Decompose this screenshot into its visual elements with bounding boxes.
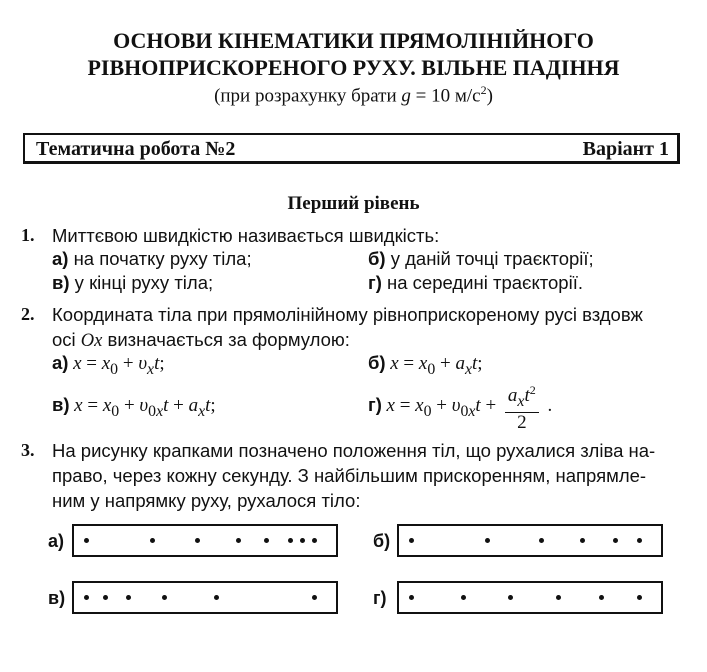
strip-dot [288, 538, 293, 543]
subtitle [0, 83, 707, 107]
variant-label: Варіант 1 [582, 138, 669, 160]
q1-option-a-text: на початку руху тіла; [68, 248, 252, 269]
formula-b: $x = x_0 + a_xt$; [390, 353, 483, 378]
question-2-line-2 [52, 327, 682, 354]
strip-dot [637, 595, 642, 600]
q1-option-c-label: в) [52, 272, 70, 293]
strip-a-label: а) [48, 531, 65, 551]
strip-dot [264, 538, 269, 543]
strip-dot [485, 538, 490, 543]
dot-strip-a [72, 524, 338, 557]
q1-option-a-label: а) [52, 248, 69, 269]
q2-option-c-label: в) [52, 394, 70, 415]
q1-option-b-label: б) [368, 248, 386, 269]
q2-option-c [52, 394, 216, 421]
q2-option-a [52, 352, 165, 379]
strip-dot [162, 595, 167, 600]
q2-option-d [368, 380, 552, 433]
formula-a: $x = x_0 + \upsilon_xt$; [73, 353, 165, 378]
q1-option-b [368, 248, 594, 270]
question-2-text [52, 302, 682, 354]
strip-b-label: б) [373, 531, 391, 551]
work-title: Тематична робота №2 [36, 138, 236, 160]
q2-axis-name: Ox [80, 331, 103, 351]
q1-option-b-text: у даній точці траєкторії; [385, 248, 594, 269]
question-2-number: 2. [21, 304, 35, 324]
strip-dot [409, 538, 414, 543]
page-title [0, 27, 707, 81]
question-1-number: 1. [21, 225, 35, 245]
question-2-line-1: Координата тіла при прямолінійному рівноприскореному русі вздовж [52, 304, 643, 325]
title-line-2: РІВНОПРИСКОРЕНОГО РУХУ. ВІЛЬНЕ ПАДІННЯ [87, 55, 620, 80]
strip-dot [312, 595, 317, 600]
strip-dot [508, 595, 513, 600]
q1-option-d-text: на середині траєкторії. [381, 272, 583, 293]
q2-option-d-label: г) [368, 393, 382, 415]
strip-dot [150, 538, 155, 543]
strip-dot [214, 595, 219, 600]
title-line-1: ОСНОВИ КІНЕМАТИКИ ПРЯМОЛІНІЙНОГО [113, 28, 594, 53]
question-3-line-1: На рисунку крапками позначено положення тіл, що рухалися зліва на- [52, 440, 656, 461]
strip-dot [300, 538, 305, 543]
q1-option-d-label: г) [368, 272, 382, 293]
subtitle-suffix: ) [486, 85, 493, 107]
level-heading: Перший рівень [287, 193, 420, 214]
strip-dot [539, 538, 544, 543]
formula-c: $x = x_0 + \upsilon_{0x}t + a_xt$; [74, 395, 216, 420]
strip-d-label: г) [373, 588, 387, 608]
q2-line2-suffix: визначається за формулою: [102, 329, 350, 350]
dot-strip-b [397, 524, 663, 557]
strip-dot [84, 538, 89, 543]
q1-option-d [368, 272, 583, 294]
strip-dot [409, 595, 414, 600]
strip-dot [84, 595, 89, 600]
strip-c-label: в) [48, 588, 66, 608]
formula-d: $x = x_0 + \upsilon_{0x}t$ + $\frac{a_xt^2}{2}$ . [387, 395, 553, 416]
question-1-text: Миттєвою швидкістю називається швидкість: [52, 225, 440, 246]
q1-option-c [52, 272, 213, 294]
strip-dot [195, 538, 200, 543]
question-3-line-2: право, через кожну секунду. З найбільшим прискоренням, напрямле- [52, 465, 647, 486]
question-3-number: 3. [21, 440, 35, 460]
strip-dot [637, 538, 642, 543]
subtitle-value: = 10 м/с [410, 85, 481, 107]
q2-option-b [368, 352, 483, 379]
q2-line2-prefix: осі [52, 329, 81, 350]
strip-dot [126, 595, 131, 600]
strip-dot [103, 595, 108, 600]
q1-option-c-text: у кінці руху тіла; [69, 272, 214, 293]
work-banner [23, 133, 680, 164]
q2-option-a-label: а) [52, 352, 69, 373]
strip-dot [461, 595, 466, 600]
strip-dot [556, 595, 561, 600]
strip-dot [236, 538, 241, 543]
question-3-text [52, 438, 682, 513]
subtitle-exp: 2 [480, 83, 487, 97]
q1-option-a [52, 248, 252, 270]
strip-dot [613, 538, 618, 543]
strip-dot [312, 538, 317, 543]
dot-strip-c [72, 581, 338, 614]
subtitle-var: g [401, 85, 411, 107]
subtitle-prefix: (при розрахунку брати [214, 85, 402, 107]
dot-strip-d [397, 581, 663, 614]
question-3-line-3: ним у напрямку руху, рухалося тіло: [52, 490, 361, 511]
q2-option-b-label: б) [368, 352, 386, 373]
strip-dot [580, 538, 585, 543]
strip-dot [599, 595, 604, 600]
